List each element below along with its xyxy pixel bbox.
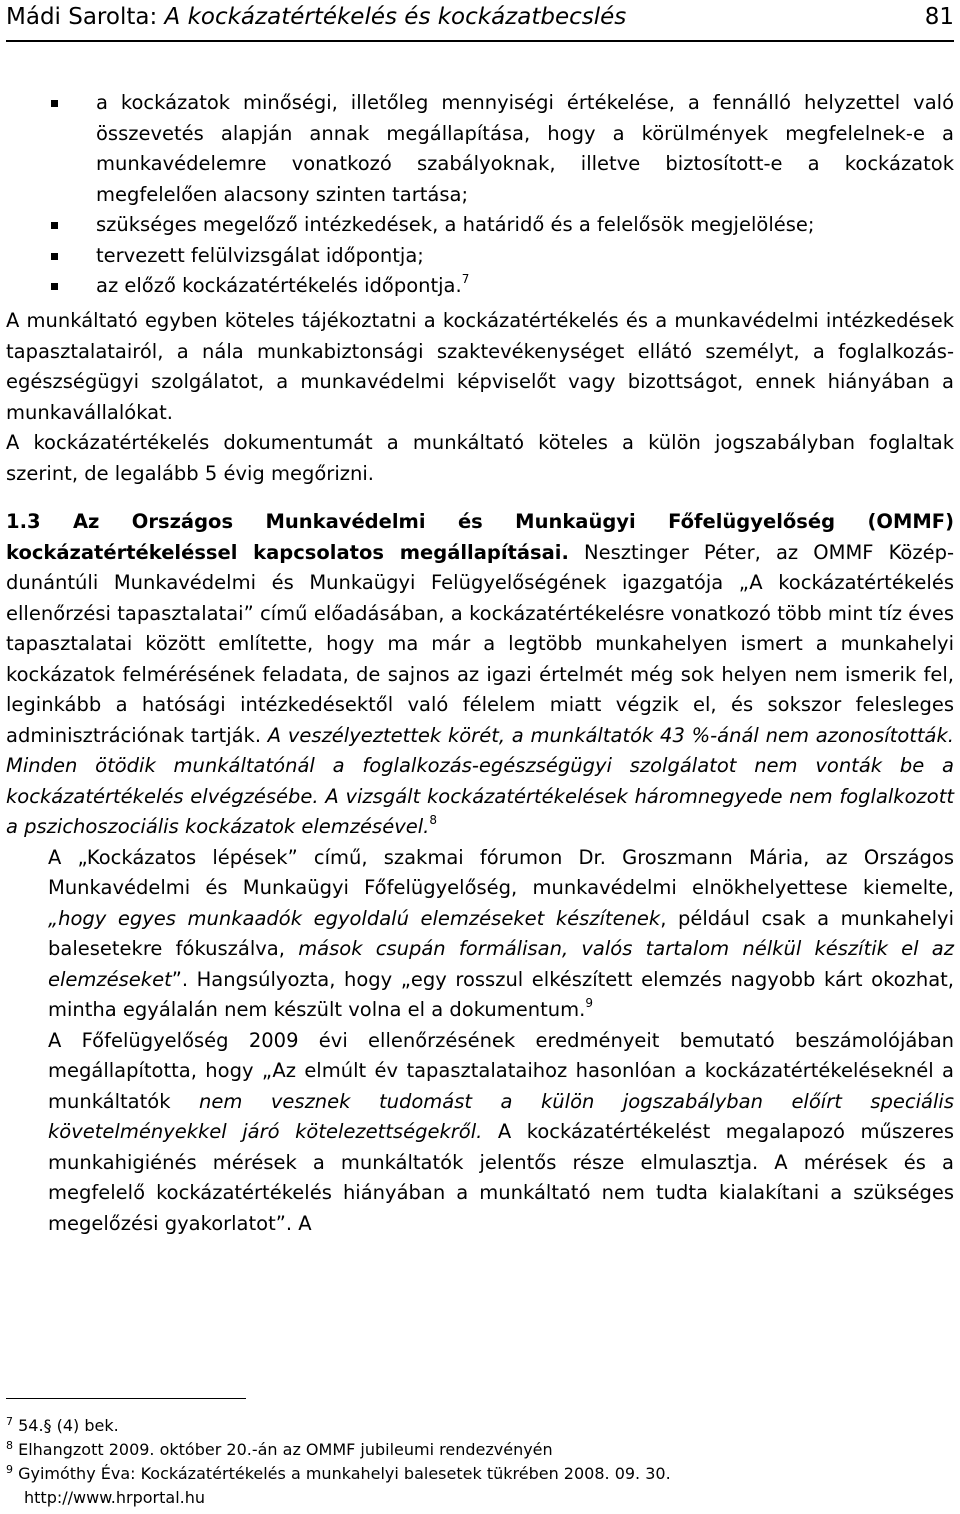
footnote-rule — [6, 1398, 246, 1399]
page-number: 81 — [924, 4, 954, 30]
footnote — [6, 1414, 954, 1438]
footnote-text: Elhangzott 2009. október 20.-án az OMMF jubileumi rendezvényén — [18, 1440, 553, 1459]
footnote-number: 8 — [6, 1439, 13, 1452]
square-bullet-icon — [51, 222, 58, 229]
paragraph-text: ”. Hangsúlyozta, hogy „egy rosszul elkészített elemzés nagyobb kárt okozhat, mintha egyálalán nem készült volna el a dokumentum. — [48, 967, 954, 1021]
square-bullet-icon — [51, 100, 58, 107]
list-item-text: az előző kockázatértékelés időpontja. — [96, 274, 462, 297]
body-text — [6, 306, 954, 1239]
footnote-ref: 9 — [585, 996, 593, 1010]
paragraph-italic: A veszélyeztettek körét, a munkáltatók 43 %-ánál nem azonosították. Minden ötödik munkáltatónál a foglalkozás-egészségügyi szolgálatot nem vonták be a kockázatértékelés elvégzésébe. A vizsgált kockázatértékelések háromnegyede nem foglalkozott a pszichoszociális kockázatok elemzésével. — [6, 723, 954, 838]
list-item — [0, 271, 960, 302]
paragraph-text: , például csak a munkahelyi balesetekre fókuszálva, — [48, 906, 954, 960]
running-title-author: Mádi Sarolta: — [6, 4, 165, 30]
section-paragraph — [6, 507, 954, 843]
section-heading: 1.3 Az Országos Munkavédelmi és Munkaügyi Főfelügyelőség (OMMF) kockázatértékeléssel kapcsolatos megállapításai. — [6, 510, 954, 564]
list-item-text: tervezett felülvizsgálat időpontja; — [96, 243, 424, 267]
list-item-text: a kockázatok minőségi, illetőleg mennyiségi értékelése, a fennálló helyzettel való összevetés alapján annak megállapítása, hogy a körülmények megfelelnek-e a munkavédelemre vonatkozó szabályoknak, illetve biztosított-e a kockázatok megfelelően alacsony szinten tartása; — [96, 91, 954, 206]
paragraph: A kockázatértékelés dokumentumát a munkáltató köteles a külön jogszabályban foglaltak szerint, de legalább 5 évig megőrizni. — [6, 431, 954, 485]
footnote-ref: 8 — [429, 813, 437, 827]
list-item — [0, 88, 960, 210]
paragraph — [6, 1026, 954, 1240]
footnote — [6, 1438, 954, 1462]
paragraph-text: A kockázatértékelést megalapozó műszeres munkahigiénés mérések a munkáltatók jelentős része elmulasztja. A mérések és a megfelelő kockázatértékelés hiányában a munkáltató nem tudta kialakítani a szükséges megelőzési gyakorlatot”. A — [48, 1120, 954, 1235]
paragraph-text: A Főfelügyelőség 2009 évi ellenőrzésének eredményeit bemutató beszámolójában megállapította, hogy „Az elmúlt év tapasztalataihoz hasonlóan a kockázatértékeléseknél a munkáltatók — [48, 1028, 954, 1113]
paragraph-text: A „Kockázatos lépések” című, szakmai fórumon Dr. Groszmann Mária, az Országos Munkavédelmi és Munkaügyi Főfelügyelőség, munkavédelmi elnökhelyettese kiemelte, — [48, 845, 954, 899]
list-item — [0, 241, 960, 272]
footnote-text: 54.§ (4) bek. — [18, 1416, 119, 1435]
footnotes — [6, 1414, 954, 1510]
footnote-number: 9 — [6, 1463, 13, 1476]
list-item-text: szükséges megelőző intézkedések, a határidő és a felelősök megjelölése; — [96, 213, 815, 236]
square-bullet-icon — [51, 253, 58, 260]
paragraph-italic: mások csupán formálisan, valós tartalom nélkül készítik el az elemzéseket — [48, 937, 954, 991]
page-header — [6, 2, 954, 32]
paragraph — [6, 843, 954, 1026]
list-item — [0, 210, 960, 241]
bullet-list — [0, 88, 960, 302]
running-title-italic: A kockázatértékelés és kockázatbecslés — [164, 4, 627, 30]
header-rule — [6, 40, 954, 42]
footnote-text: Gyimóthy Éva: Kockázatértékelés a munkahelyi balesetek tükrében 2008. 09. 30. — [18, 1464, 671, 1483]
footnote-url[interactable]: http://www.hrportal.hu — [24, 1488, 206, 1507]
square-bullet-icon — [51, 283, 58, 290]
running-title — [6, 2, 626, 32]
paragraph-text: Nesztinger Péter, az OMMF Közép-dunántúli Munkavédelmi és Munkaügyi Felügyelőségének igazgatója „A kockázatértékelés ellenőrzési tapasztalatai” című előadásában, a kockázatértékelésre vonatkozó több mint tíz éves tapasztalatai között említette, hogy ma már a legtöbb munkahelyen ismert a munkahelyi kockázatok felmérésének feladata, de sajnos az igazi értelmét még sok helyen nem ismerik fel, leginkább a hatósági intézkedésektől való félelem miatt végzik el, és sokszor felesleges adminisztrációnak tartják. — [6, 540, 955, 747]
footnote-number: 7 — [6, 1415, 13, 1428]
footnote-ref: 7 — [461, 272, 470, 286]
paragraph-italic: nem vesznek tudomást a külön jogszabályban előírt speciális követelményekkel járó kötelezettségekről. — [48, 1089, 954, 1143]
paragraph: A munkáltató egyben köteles tájékoztatni a kockázatértékelés és a munkavédelmi intézkedések tapasztalatairól, a nála munkabiztonsági szaktevékenységet ellátó személyt, a foglalkozás-egészségügyi szolgálatot, a munkavédelmi képviselőt vagy bizottságot, ennek hiányában a munkavállalókat. — [6, 309, 954, 424]
paragraph-italic: „hogy egyes munkaadók egyoldalú elemzéseket készítenek — [48, 906, 661, 930]
footnote — [6, 1462, 954, 1486]
